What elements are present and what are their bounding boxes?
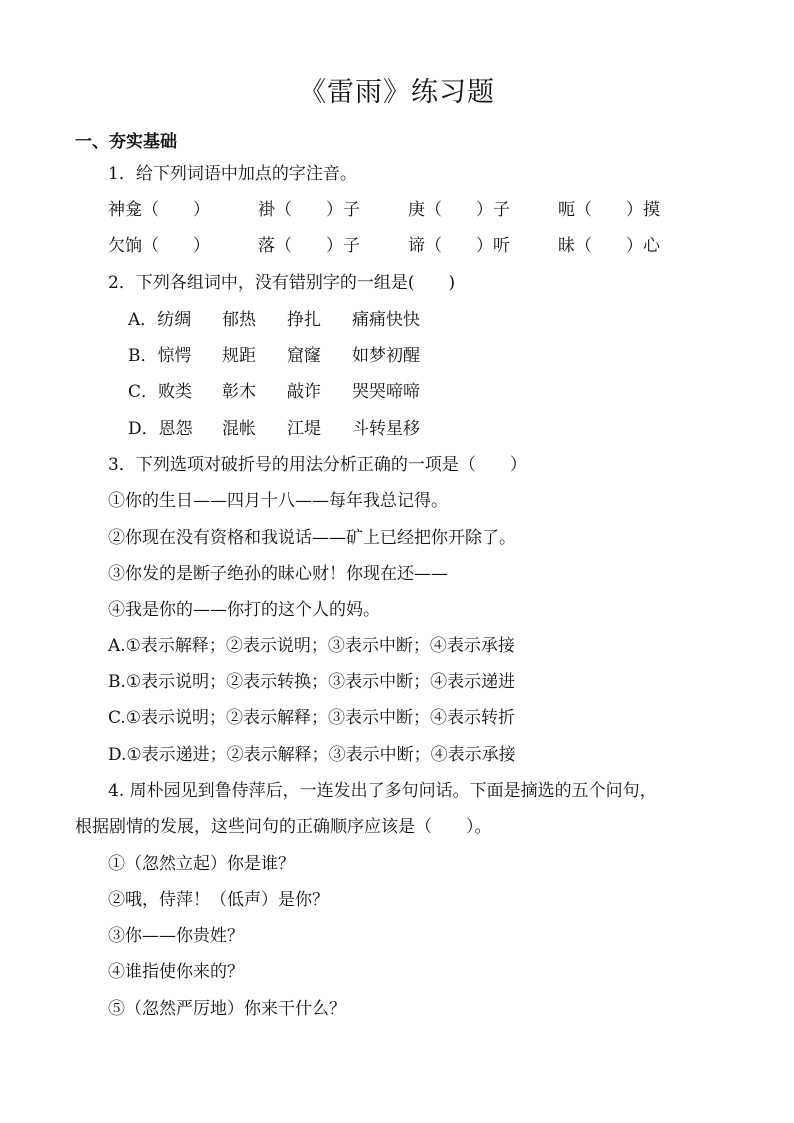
q2-option-word: 规距 xyxy=(222,346,256,366)
q3-option: A.①表示解释；②表示说明；③表示中断；④表示承接 xyxy=(108,636,515,656)
q2-option-word: 挣扎 xyxy=(287,310,321,330)
question-1-stem: 1．给下列词语中加点的字注音。 xyxy=(108,164,357,184)
question-4-stem-line1: 4. 周朴园见到鲁侍萍后，一连发出了多句问话。下面是摘选的五个问句， xyxy=(108,781,657,801)
q2-option-word: 哭哭啼啼 xyxy=(352,382,420,402)
q1-row2-item: 昧（ ）心 xyxy=(558,236,660,256)
q4-item: ①（忽然立起）你是谁？ xyxy=(108,854,295,874)
q1-row2-item: 谛（ ）听 xyxy=(408,236,510,256)
q3-sentence: ④我是你的——你打的这个人的妈。 xyxy=(108,600,380,620)
q2-option-word: 如梦初醒 xyxy=(352,346,420,366)
q4-item: ④谁指使你来的？ xyxy=(108,962,244,982)
q2-option-word: 彰木 xyxy=(222,382,256,402)
q3-sentence: ③你发的是断子绝孙的昧心财！你现在还—— xyxy=(108,564,448,584)
q2-option-word: B．惊愕 xyxy=(128,346,192,366)
q2-option-word: 郁热 xyxy=(222,310,256,330)
q3-option: C.①表示说明；②表示解释；③表示中断；④表示转折 xyxy=(108,708,516,728)
q2-option-word: 斗转星移 xyxy=(352,419,420,439)
q2-option-word: A．纺绸 xyxy=(128,310,192,330)
section-heading: 一、夯实基础 xyxy=(75,132,177,152)
q1-row1-item: 神龛（ ） xyxy=(108,200,210,220)
q2-option-word: 江堤 xyxy=(287,419,321,439)
q3-sentence: ①你的生日——四月十八——每年我总记得。 xyxy=(108,491,448,511)
q2-option-word: 痛痛快快 xyxy=(352,310,420,330)
q2-option-word: D．恩怨 xyxy=(128,419,193,439)
q1-row1-item: 庚（ ）子 xyxy=(408,200,510,220)
q3-option: B.①表示说明；②表示转换；③表示中断；④表示递进 xyxy=(108,672,516,692)
question-3-stem: 3．下列选项对破折号的用法分析正确的一项是（ ） xyxy=(108,455,527,475)
q2-option-word: 敲诈 xyxy=(287,382,321,402)
page-title: 《雷雨》练习题 xyxy=(299,77,495,108)
q4-item: ⑤（忽然严厉地）你来干什么？ xyxy=(108,999,346,1019)
q1-row1-item: 褂（ ）子 xyxy=(258,200,360,220)
q3-sentence: ②你现在没有资格和我说话——矿上已经把你开除了。 xyxy=(108,528,516,548)
question-2-stem: 2．下列各组词中，没有错别字的一组是( ) xyxy=(108,273,456,293)
q2-option-word: 混帐 xyxy=(222,419,256,439)
q2-option-word: 窟窿 xyxy=(287,346,321,366)
question-4-stem-line2: 根据剧情的发展，这些问句的正确顺序应该是（ ）。 xyxy=(75,817,492,837)
q3-option: D.①表示递进；②表示解释；③表示中断；④表示承接 xyxy=(108,745,516,765)
q4-item: ②哦，侍萍！（低声）是你？ xyxy=(108,890,329,910)
q2-option-word: C．败类 xyxy=(128,382,193,402)
q1-row2-item: 欠饷（ ） xyxy=(108,236,210,256)
q1-row1-item: 呃（ ）摸 xyxy=(558,200,660,220)
q1-row2-item: 落（ ）子 xyxy=(258,236,360,256)
q4-item: ③你——你贵姓？ xyxy=(108,926,244,946)
